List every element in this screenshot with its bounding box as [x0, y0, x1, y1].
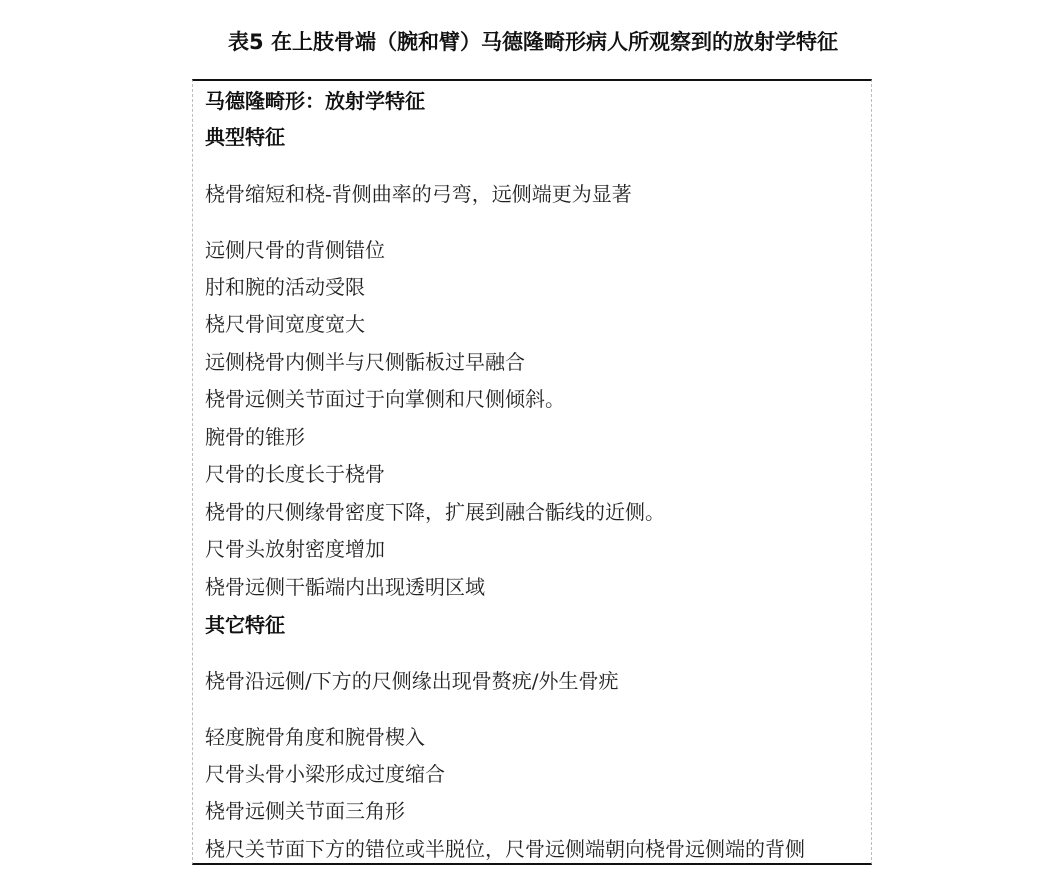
features-table: [192, 79, 872, 865]
typical-item: 桡尺骨间宽度宽大: [205, 312, 365, 336]
section-title-other: 其它特征: [205, 613, 285, 637]
typical-item: 尺骨头放射密度增加: [205, 537, 385, 561]
typical-item: 尺骨的长度长于桡骨: [205, 462, 385, 486]
table-header: 马德隆畸形：放射学特征: [205, 89, 425, 113]
typical-item: 桡骨远侧干骺端内出现透明区域: [205, 575, 485, 599]
typical-item: 桡骨的尺侧缘骨密度下降，扩展到融合骺线的近侧。: [205, 500, 665, 524]
other-item: 桡骨沿远侧/下方的尺侧缘出现骨赘疣/外生骨疣: [205, 669, 619, 693]
table-caption: 表5 在上肢骨端（腕和臂）马德隆畸形病人所观察到的放射学特征: [228, 30, 838, 54]
typical-item: 远侧尺骨的背侧错位: [205, 238, 385, 262]
typical-item: 腕骨的锥形: [205, 425, 305, 449]
other-item: 桡尺关节面下方的错位或半脱位，尺骨远侧端朝向桡骨远侧端的背侧: [205, 837, 805, 861]
section-title-typical: 典型特征: [205, 125, 285, 149]
typical-item: 远侧桡骨内侧半与尺侧骺板过早融合: [205, 350, 525, 374]
typical-item: 桡骨远侧关节面过于向掌侧和尺侧倾斜。: [205, 387, 565, 411]
typical-item: 肘和腕的活动受限: [205, 275, 365, 299]
other-item: 桡骨远侧关节面三角形: [205, 799, 405, 823]
other-item: 尺骨头骨小梁形成过度缩合: [205, 762, 445, 786]
other-item: 轻度腕骨角度和腕骨楔入: [205, 725, 425, 749]
typical-item: 桡骨缩短和桡-背侧曲率的弓弯，远侧端更为显著: [205, 182, 632, 206]
